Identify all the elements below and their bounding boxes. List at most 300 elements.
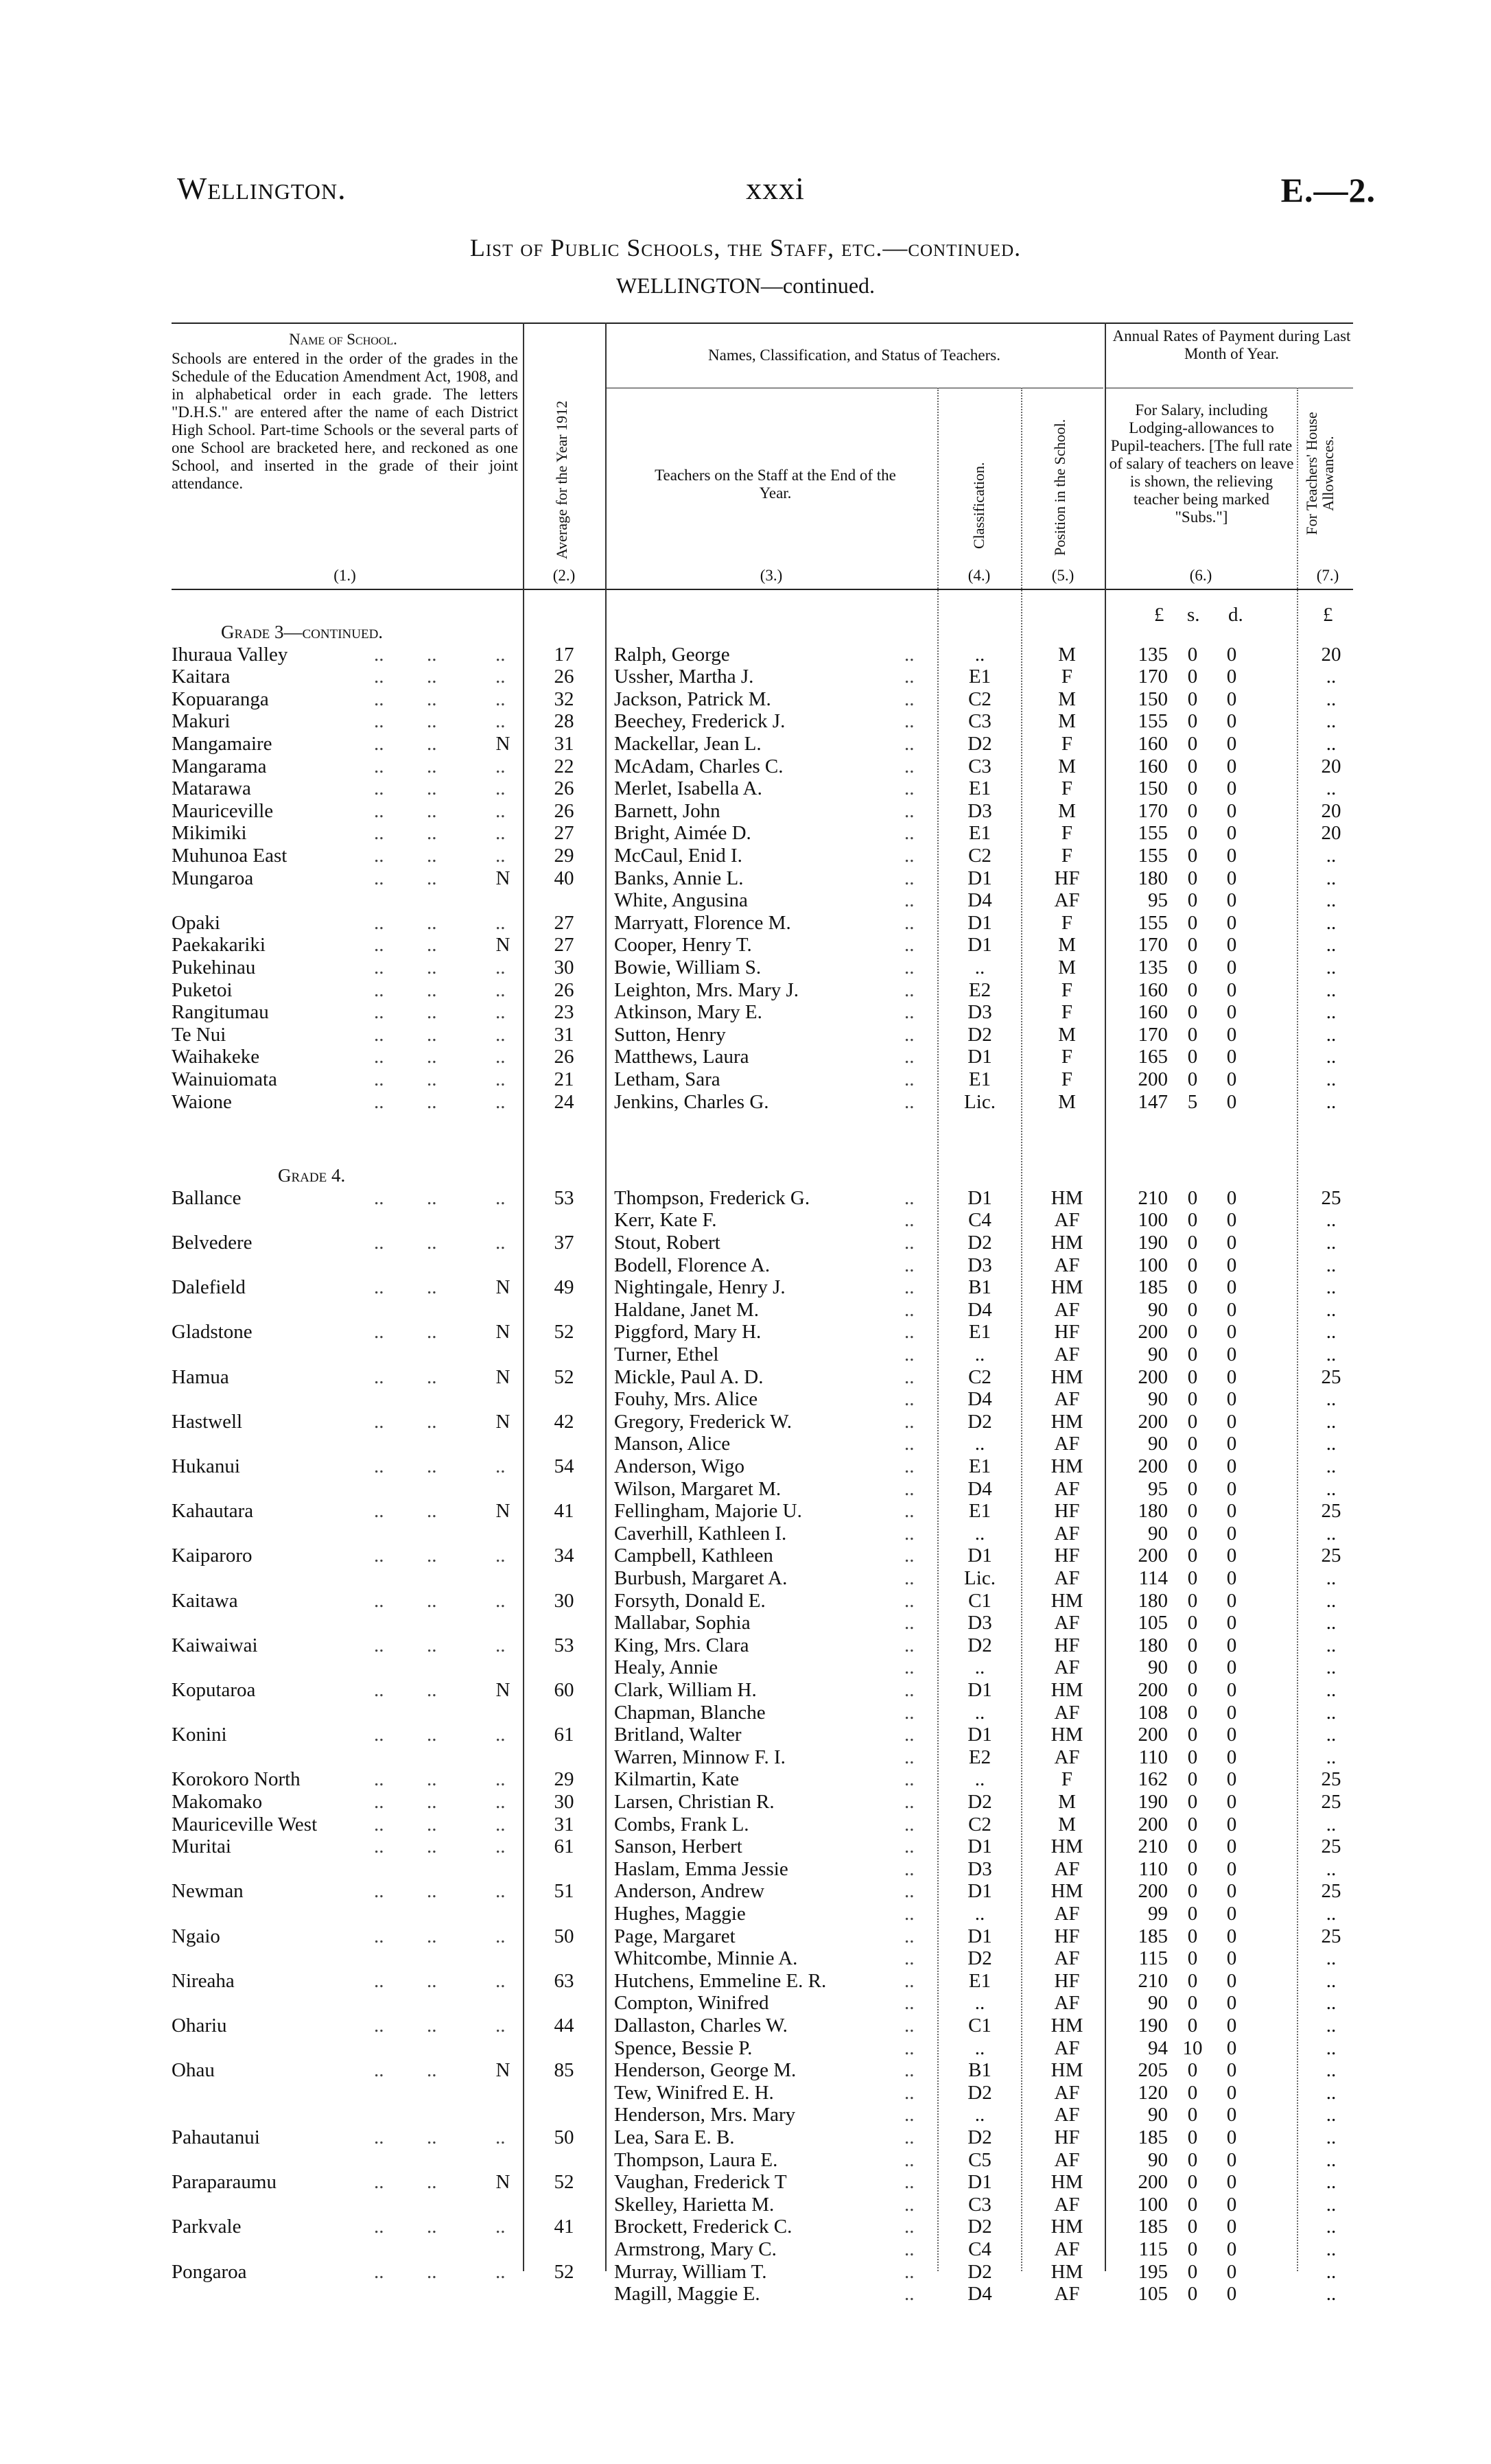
salary-pence: 0	[1226, 1365, 1237, 1388]
salary-column-title: For Salary, including Lodging-allowances to Pupil-teachers. [The full rate of salary of teachers on leave is shown, the relieving teacher being marked "Subs."]	[1109, 401, 1294, 526]
salary-pounds: 185	[1138, 2216, 1168, 2238]
salary-pence: 0	[1226, 822, 1237, 845]
salary-pounds: 90	[1148, 1388, 1168, 1411]
average-attendance: 26	[554, 666, 574, 688]
position: HF	[1054, 1969, 1080, 1992]
teacher-name: Dallaston, Charles W.	[614, 2014, 788, 2037]
average-attendance: 42	[554, 1410, 574, 1433]
salary-pounds: 90	[1148, 2148, 1168, 2171]
teacher-name: Ralph, George	[614, 643, 730, 666]
salary-pounds: 90	[1148, 1433, 1168, 1455]
table-row	[0, 1344, 1491, 1366]
page-number: xxxi	[746, 171, 805, 206]
teacher-name: Mackellar, Jean L.	[614, 733, 762, 755]
classification: D4	[967, 1388, 992, 1411]
leader-dots: ..	[427, 1634, 437, 1656]
position: HM	[1050, 2260, 1083, 2283]
salary-pounds: 155	[1138, 710, 1168, 733]
salary-shillings: 0	[1187, 1023, 1198, 1046]
salary-shillings: 0	[1187, 978, 1198, 1001]
teacher-name: Caverhill, Kathleen I.	[614, 1522, 787, 1545]
house-allowance: ..	[1326, 911, 1337, 934]
table-row	[0, 934, 1491, 957]
table-row	[0, 2216, 1491, 2238]
classification: ..	[974, 1992, 985, 2015]
house-allowance: ..	[1326, 2171, 1337, 2194]
leader-dots: ..	[495, 1925, 506, 1947]
salary-pence: 0	[1226, 1902, 1237, 1925]
leader-dots: ..	[374, 2171, 384, 2194]
salary-pounds: 165	[1138, 1046, 1168, 1068]
average-attendance: 23	[554, 1001, 574, 1024]
salary-pence: 0	[1226, 1925, 1237, 1947]
leader-dots: ..	[427, 777, 437, 800]
table-row	[0, 2261, 1491, 2284]
leader-dots: ..	[495, 1589, 506, 1612]
position: AF	[1054, 1433, 1080, 1455]
position: F	[1061, 777, 1073, 800]
average-attendance: 31	[554, 1813, 574, 1835]
school-name: Newman	[172, 1880, 244, 1903]
salary-shillings: 0	[1187, 867, 1198, 889]
leader-dots: ..	[374, 1545, 384, 1567]
salary-pence: 0	[1226, 1724, 1237, 1746]
position: HM	[1050, 1835, 1083, 1858]
classification: E1	[968, 1500, 991, 1523]
leader-dots: ..	[427, 867, 437, 889]
leader-dots: ..	[427, 1023, 437, 1046]
salary-pence: 0	[1226, 1634, 1237, 1656]
salary-pence: 0	[1226, 1321, 1237, 1344]
school-name: Kaiparoro	[172, 1545, 253, 1567]
leader-dots: ..	[374, 1001, 384, 1024]
grade-heading	[0, 1164, 1491, 1187]
classification: D1	[967, 934, 992, 957]
position: F	[1061, 1001, 1073, 1024]
leader-dots: ..	[495, 710, 506, 733]
leader-dots: ..	[904, 2059, 915, 2082]
table-row	[0, 1656, 1491, 1679]
header-bottom-rule	[172, 589, 1353, 590]
leader-dots: ..	[495, 1835, 506, 1858]
leader-dots: ..	[427, 1790, 437, 1813]
salary-pounds: 105	[1138, 2283, 1168, 2305]
salary-shillings: 0	[1187, 666, 1198, 688]
average-attendance: 29	[554, 845, 574, 867]
salary-pounds: 170	[1138, 1023, 1168, 1046]
table-title: List of Public Schools, the Staff, etc.—continued.	[469, 234, 1022, 261]
teacher-name: Murray, William T.	[614, 2260, 767, 2283]
position: AF	[1054, 1477, 1080, 1500]
salary-pounds: 160	[1138, 733, 1168, 755]
table-row	[0, 1024, 1491, 1046]
school-name: Puketoi	[172, 978, 233, 1001]
house-allowance: ..	[1326, 2260, 1337, 2283]
leader-dots: ..	[495, 1231, 506, 1254]
school-name: Ohau	[172, 2059, 215, 2082]
salary-pounds: 115	[1138, 2238, 1168, 2260]
leader-dots: ..	[495, 1090, 506, 1113]
leader-dots: ..	[374, 1880, 384, 1903]
house-allowance: ..	[1326, 1276, 1337, 1299]
leader-dots: ..	[495, 1068, 506, 1090]
teacher-name: Compton, Winifred	[614, 1992, 769, 2015]
table-row	[0, 867, 1491, 890]
teacher-name: Bodell, Florence A.	[614, 1254, 771, 1276]
native-mark: N	[495, 733, 510, 755]
leader-dots: ..	[374, 2126, 384, 2148]
teacher-name: Lea, Sara E. B.	[614, 2126, 735, 2148]
salary-pounds: 200	[1138, 2171, 1168, 2194]
position: AF	[1054, 1388, 1080, 1411]
classification: Lic.	[964, 1567, 996, 1589]
teacher-name: Burbush, Margaret A.	[614, 1567, 788, 1589]
salary-pounds: 90	[1148, 2104, 1168, 2126]
house-allowance: ..	[1326, 2059, 1337, 2082]
classification: ..	[974, 1343, 985, 1365]
teacher-name: Campbell, Kathleen	[614, 1545, 773, 1567]
leader-dots: ..	[904, 1813, 915, 1835]
leader-dots: ..	[904, 1090, 915, 1113]
teacher-name: Page, Margaret	[614, 1925, 736, 1947]
leader-dots: ..	[374, 799, 384, 822]
position: AF	[1054, 2081, 1080, 2104]
average-attendance: 53	[554, 1634, 574, 1656]
leader-dots: ..	[904, 1001, 915, 1024]
classification: D2	[967, 1023, 992, 1046]
teacher-name: Gregory, Frederick W.	[614, 1410, 793, 1433]
leader-dots: ..	[495, 978, 506, 1001]
leader-dots: ..	[427, 733, 437, 755]
house-allowance: ..	[1326, 1433, 1337, 1455]
position-column-number: (5.)	[1051, 567, 1075, 584]
position: AF	[1054, 1701, 1080, 1724]
salary-shillings: 10	[1182, 2037, 1203, 2059]
salary-pence: 0	[1226, 755, 1237, 777]
table-row	[0, 1254, 1491, 1277]
leader-dots: ..	[904, 1298, 915, 1321]
salary-pounds: 150	[1138, 688, 1168, 710]
leader-dots: ..	[904, 777, 915, 800]
teacher-name: Hughes, Maggie	[614, 1902, 746, 1925]
position: AF	[1054, 2283, 1080, 2305]
salary-pounds: 155	[1138, 911, 1168, 934]
teacher-name: Whitcombe, Minnie A.	[614, 1947, 798, 1970]
leader-dots: ..	[374, 1835, 384, 1858]
classification: C2	[968, 1813, 991, 1835]
table-row	[0, 957, 1491, 979]
leader-dots: ..	[904, 2171, 915, 2194]
salary-pence: 0	[1226, 1545, 1237, 1567]
table-row	[0, 644, 1491, 666]
school-name: Parkvale	[172, 2216, 242, 2238]
leader-dots: ..	[427, 845, 437, 867]
position: F	[1061, 733, 1073, 755]
leader-dots: ..	[904, 2193, 915, 2216]
leader-dots: ..	[904, 733, 915, 755]
salary-pence: 0	[1226, 1276, 1237, 1299]
salary-shillings: 0	[1187, 1046, 1198, 1068]
leader-dots: ..	[904, 1068, 915, 1090]
salary-pounds: 185	[1138, 1925, 1168, 1947]
salary-pence: 0	[1226, 845, 1237, 867]
leader-dots: ..	[374, 1321, 384, 1344]
position: AF	[1054, 1567, 1080, 1589]
average-attendance: 61	[554, 1724, 574, 1746]
salary-pounds: 90	[1148, 1992, 1168, 2015]
leader-dots: ..	[374, 1276, 384, 1299]
average-attendance: 52	[554, 1365, 574, 1388]
salary-pounds: 200	[1138, 1545, 1168, 1567]
average-attendance: 40	[554, 867, 574, 889]
leader-dots: ..	[904, 2081, 915, 2104]
position: AF	[1054, 1209, 1080, 1232]
average-attendance: 53	[554, 1186, 574, 1209]
leader-dots: ..	[495, 1001, 506, 1024]
salary-shillings: 0	[1187, 1813, 1198, 1835]
leader-dots: ..	[904, 1589, 915, 1612]
average-attendance: 26	[554, 978, 574, 1001]
teacher-name: Skelley, Harietta M.	[614, 2193, 775, 2216]
house-allowance: ..	[1326, 1746, 1337, 1768]
average-attendance: 26	[554, 1046, 574, 1068]
salary-pounds: 170	[1138, 934, 1168, 957]
teacher-name: Henderson, George M.	[614, 2059, 797, 2082]
table-row	[0, 1925, 1491, 1948]
leader-dots: ..	[904, 1343, 915, 1365]
leader-dots: ..	[904, 2260, 915, 2283]
table-row	[0, 2149, 1491, 2172]
table-row	[0, 2126, 1491, 2149]
school-name: Waihakeke	[172, 1046, 260, 1068]
salary-shillings: 0	[1187, 1701, 1198, 1724]
house-allowance: 25	[1321, 1790, 1341, 1813]
salary-pounds: 170	[1138, 666, 1168, 688]
salary-pounds: 100	[1138, 1254, 1168, 1276]
teacher-name: Haldane, Janet M.	[614, 1298, 759, 1321]
salary-pounds: 200	[1138, 1724, 1168, 1746]
table-row	[0, 1478, 1491, 1501]
house-allowance: ..	[1326, 733, 1337, 755]
salary-pounds: 200	[1138, 1321, 1168, 1344]
salary-pence: 0	[1226, 1209, 1237, 1232]
classification: C3	[968, 2193, 991, 2216]
leader-dots: ..	[904, 1046, 915, 1068]
teacher-name: Jenkins, Charles G.	[614, 1090, 769, 1113]
leader-dots: ..	[904, 666, 915, 688]
leader-dots: ..	[427, 957, 437, 978]
table-row	[0, 1768, 1491, 1791]
salary-pence: 0	[1226, 1813, 1237, 1835]
salary-pounds: 120	[1138, 2081, 1168, 2104]
position: M	[1058, 688, 1076, 710]
leader-dots: ..	[495, 1813, 506, 1835]
leader-dots: ..	[904, 1500, 915, 1523]
table-row	[0, 2194, 1491, 2216]
table-row	[0, 1276, 1491, 1299]
teacher-name: Turner, Ethel	[614, 1343, 719, 1365]
salary-shillings: 0	[1187, 1612, 1198, 1634]
salary-pence: 0	[1226, 777, 1237, 800]
classification: ..	[974, 957, 985, 978]
leader-dots: ..	[904, 643, 915, 666]
leader-dots: ..	[427, 1768, 437, 1791]
salary-pounds: 185	[1138, 1276, 1168, 1299]
leader-dots: ..	[904, 822, 915, 845]
table-row	[0, 1814, 1491, 1836]
salary-pounds: 200	[1138, 1365, 1168, 1388]
leader-dots: ..	[904, 1433, 915, 1455]
average-attendance: 30	[554, 1790, 574, 1813]
table-row	[0, 710, 1491, 733]
average-attendance: 50	[554, 1925, 574, 1947]
salary-pence: 0	[1226, 1046, 1237, 1068]
native-mark: N	[495, 1410, 510, 1433]
school-name: Hamua	[172, 1365, 229, 1388]
leader-dots: ..	[904, 2037, 915, 2059]
leader-dots: ..	[427, 822, 437, 845]
average-attendance: 31	[554, 733, 574, 755]
salary-pence: 0	[1226, 889, 1237, 912]
position: M	[1058, 957, 1076, 978]
document-code: E.—2.	[1280, 171, 1376, 209]
house-allowance: 25	[1321, 1500, 1341, 1523]
classification: D1	[967, 1724, 992, 1746]
salary-pounds: 90	[1148, 1656, 1168, 1679]
salary-pence: 0	[1226, 1231, 1237, 1254]
salary-shillings: 0	[1187, 1567, 1198, 1589]
teacher-name: Barnett, John	[614, 799, 720, 822]
classification: C2	[968, 845, 991, 867]
school-name: Nireaha	[172, 1969, 235, 1992]
table-row	[0, 800, 1491, 823]
leader-dots: ..	[495, 1634, 506, 1656]
position: HM	[1050, 1724, 1083, 1746]
position: AF	[1054, 2037, 1080, 2059]
leader-dots: ..	[374, 710, 384, 733]
house-allowance: ..	[1326, 1813, 1337, 1835]
leader-dots: ..	[374, 688, 384, 710]
leader-dots: ..	[374, 1090, 384, 1113]
salary-pounds: 110	[1138, 1857, 1168, 1880]
house-allowance: 20	[1321, 643, 1341, 666]
salary-pence: 0	[1226, 2238, 1237, 2260]
position: AF	[1054, 1857, 1080, 1880]
leader-dots: ..	[374, 911, 384, 934]
salary-pounds: 147	[1138, 1090, 1168, 1113]
average-attendance: 37	[554, 1231, 574, 1254]
native-mark: N	[495, 1678, 510, 1701]
leader-dots: ..	[904, 2148, 915, 2171]
leader-dots: ..	[904, 1276, 915, 1299]
school-name: Mungaroa	[172, 867, 254, 889]
native-mark: N	[495, 2059, 510, 2082]
salary-shillings: 0	[1187, 2081, 1198, 2104]
classification: C1	[968, 1589, 991, 1612]
salary-pounds: 185	[1138, 2126, 1168, 2148]
classification: ..	[974, 1701, 985, 1724]
leader-dots: ..	[374, 1589, 384, 1612]
leader-dots: ..	[904, 1835, 915, 1858]
leader-dots: ..	[374, 2216, 384, 2238]
house-allowance: ..	[1326, 957, 1337, 978]
salary-pence: 0	[1226, 1343, 1237, 1365]
teacher-name: Vaughan, Frederick T	[614, 2171, 787, 2194]
leader-dots: ..	[427, 666, 437, 688]
position: HF	[1054, 2126, 1080, 2148]
leader-dots: ..	[904, 1612, 915, 1634]
leader-dots: ..	[374, 957, 384, 978]
salary-pounds: 205	[1138, 2059, 1168, 2082]
school-name: Dalefield	[172, 1276, 246, 1299]
leader-dots: ..	[495, 799, 506, 822]
salary-pence: 0	[1226, 1433, 1237, 1455]
house-allowance: ..	[1326, 1589, 1337, 1612]
leader-dots: ..	[427, 2059, 437, 2082]
leader-dots: ..	[904, 2104, 915, 2126]
salary-pence: 0	[1226, 1589, 1237, 1612]
grade-heading-text: Grade 4.	[278, 1165, 346, 1186]
leader-dots: ..	[374, 1790, 384, 1813]
salary-shillings: 0	[1187, 2171, 1198, 2194]
leader-dots: ..	[904, 2238, 915, 2260]
leader-dots: ..	[904, 1231, 915, 1254]
position: HM	[1050, 2216, 1083, 2238]
native-mark: N	[495, 934, 510, 957]
table-row	[0, 1500, 1491, 1523]
leader-dots: ..	[374, 978, 384, 1001]
table-row	[0, 733, 1491, 755]
salary-shillings: 0	[1187, 911, 1198, 934]
house-allowance: ..	[1326, 1231, 1337, 1254]
classification: Lic.	[964, 1090, 996, 1113]
salary-shillings: 0	[1187, 1186, 1198, 1209]
position: F	[1061, 911, 1073, 934]
leader-dots: ..	[495, 643, 506, 666]
table-row	[0, 1567, 1491, 1590]
school-name: Ballance	[172, 1186, 242, 1209]
classification: D4	[967, 889, 992, 912]
salary-shillings: 0	[1187, 1857, 1198, 1880]
salary-pence: 0	[1226, 2193, 1237, 2216]
school-name: Muritai	[172, 1835, 231, 1858]
salary-shillings: 0	[1187, 1969, 1198, 1992]
teacher-name: Britland, Walter	[614, 1724, 742, 1746]
leader-dots: ..	[374, 2260, 384, 2283]
position: M	[1058, 1090, 1076, 1113]
table-row	[0, 1001, 1491, 1024]
leader-dots: ..	[427, 710, 437, 733]
house-allowance: ..	[1326, 2037, 1337, 2059]
classification: E1	[968, 1969, 991, 1992]
salary-shillings: 0	[1187, 1545, 1198, 1567]
salary-pence: 0	[1226, 2104, 1237, 2126]
leader-dots: ..	[904, 1209, 915, 1232]
leader-dots: ..	[904, 1634, 915, 1656]
leader-dots: ..	[374, 867, 384, 889]
house-allowance: ..	[1326, 1477, 1337, 1500]
salary-pounds: 180	[1138, 1634, 1168, 1656]
teacher-name: Healy, Annie	[614, 1656, 718, 1679]
leader-dots: ..	[495, 777, 506, 800]
leader-dots: ..	[374, 1724, 384, 1746]
table-row	[0, 1679, 1491, 1702]
table-row	[0, 688, 1491, 711]
leader-dots: ..	[374, 1678, 384, 1701]
house-allowance: ..	[1326, 2148, 1337, 2171]
school-name: Makomako	[172, 1790, 263, 1813]
salary-shillings: 0	[1187, 1947, 1198, 1970]
